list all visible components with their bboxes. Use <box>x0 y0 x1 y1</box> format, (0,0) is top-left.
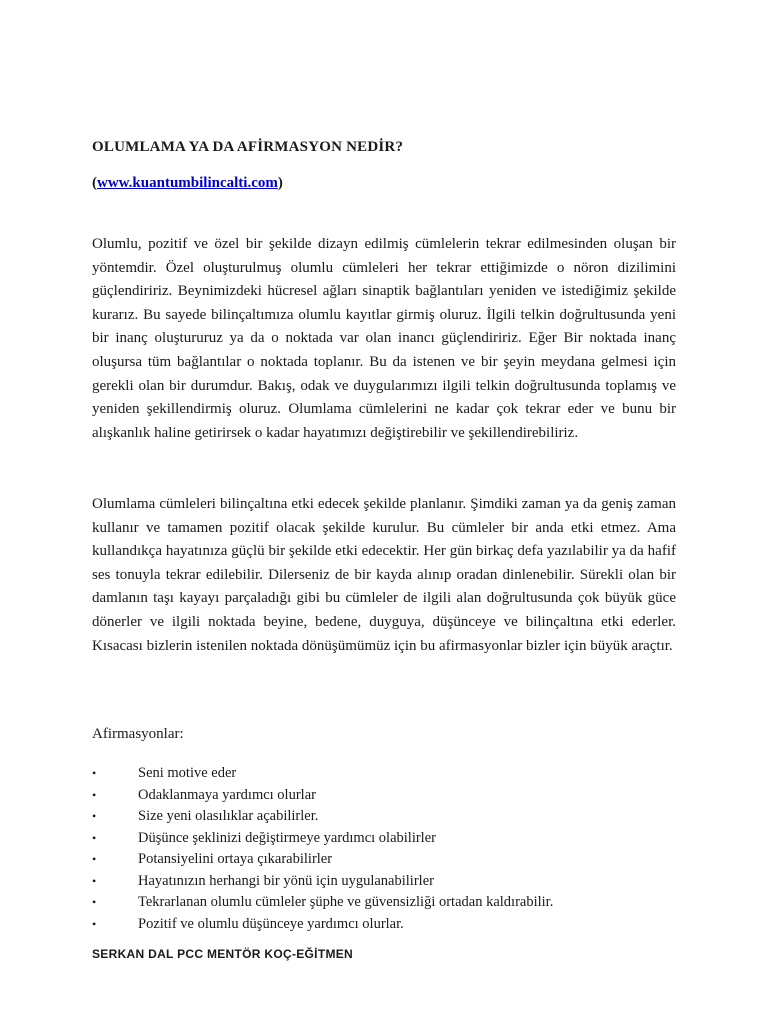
list-item-text: Odaklanmaya yardımcı olurlar <box>138 786 316 803</box>
list-item-text: Seni motive eder <box>138 765 237 781</box>
list-item <box>92 892 553 914</box>
bullet-icon: • <box>92 852 97 866</box>
list-item-text: Tekrarlanan olumlu cümleler şüphe ve güvensizliği ortadan kaldırabilir. <box>138 894 554 910</box>
source-line <box>92 175 283 192</box>
list-item <box>92 785 553 807</box>
list-item <box>92 763 553 785</box>
list-item-text: Hayatınızın herhangi bir yönü için uygulanabilirler <box>138 872 434 889</box>
list-item <box>92 828 553 850</box>
list-item <box>92 849 553 871</box>
bullet-icon: • <box>92 873 97 888</box>
list-item <box>92 806 553 828</box>
list-item-text: Size yeni olasılıklar açabilirler. <box>138 808 319 824</box>
list-item <box>92 871 553 893</box>
paragraph-2: Olumlama cümleleri bilinçaltına etki edecek şekilde planlanır. Şimdiki zaman ya da geniş zaman kullanır ve tamamen pozitif olacak şekilde kurulur. Bu cümleler bir anda etki etmez. Ama kullandıkça hayatınıza güçlü bir şekilde etki edecektir. Her gün birkaç defa yazılabilir ya da hafif ses tonuyla tekrar edilebilir. Dilerseniz de bir kayda alınıp oradan dinlenebilir. Sürekli olan bir damlanın taşı kayayı parçaladığı gibi bu cümleler de ilgili alan doğrultusunda çok büyük güce dönerler ve ilgili noktada beyine, bedene, duyguya, düşünceye ve bilinçaltına etki ederler. Kısacası bizlerin istenilen noktada dönüşümümüz için bu afirmasyonlar bizler için büyük araçtır. <box>92 496 676 654</box>
bullet-icon: • <box>92 787 97 802</box>
bullet-icon: • <box>92 830 97 845</box>
affirmation-list <box>92 763 553 935</box>
paragraph-1: Olumlu, pozitif ve özel bir şekilde dizayn edilmiş cümlelerin tekrar edilmesinden oluşan bir yöntemdir. Özel oluşturulmuş olumlu cümleleri her tekrar ettiğimizde o nöron dizilimini güçlendiririz. Beynimizdeki hücresel ağları sinaptik bağlantıları yeniden ve istediğimiz şekilde kurarız. Bu sayede bilinçaltımıza olumlu kayıtlar girmiş oluruz. İlgili telkin doğrultusunda yeni bir inanç oluştururuz ya da o noktada var olan inancı güçlendiririz. Eğer Bir noktada inanç oluşursa tüm bağlantılar o noktada toplanır. Bu da istenen ve bir şeyin meydana gelmesi için gerekli olan bir durumdur. Bakış, odak ve duygularımızı ilgili telkin doğrultusunda toplamış ve yeniden şekillendirmiş oluruz. Olumlama cümlelerini ne kadar çok tekrar eder ve bunu bir alışkanlık haline getirirsek o kadar hayatımızı değiştirebilir ve şekillendirebiliriz. <box>92 236 676 441</box>
list-item-text: Düşünce şeklinizi değiştirmeye yardımcı olabilirler <box>138 829 436 846</box>
list-item-text: Potansiyelini ortaya çıkarabilirler <box>138 851 333 867</box>
source-link[interactable]: www.kuantumbilincalti.com <box>97 175 278 191</box>
bullet-icon: • <box>92 809 97 823</box>
list-item <box>92 914 553 936</box>
source-close-paren: ) <box>277 175 283 191</box>
source-open-paren: ( <box>92 175 97 191</box>
document-title: OLUMLAMA YA DA AFİRMASYON NEDİR? <box>92 139 404 155</box>
bullet-icon: • <box>92 895 97 909</box>
list-item-text: Pozitif ve olumlu düşünceye yardımcı olurlar. <box>138 915 404 932</box>
footer-author: SERKAN DAL PCC MENTÖR KOÇ-EĞİTMEN <box>92 947 354 961</box>
bullet-icon: • <box>92 916 97 931</box>
list-heading: Afirmasyonlar: <box>92 726 184 742</box>
bullet-icon: • <box>92 766 97 780</box>
